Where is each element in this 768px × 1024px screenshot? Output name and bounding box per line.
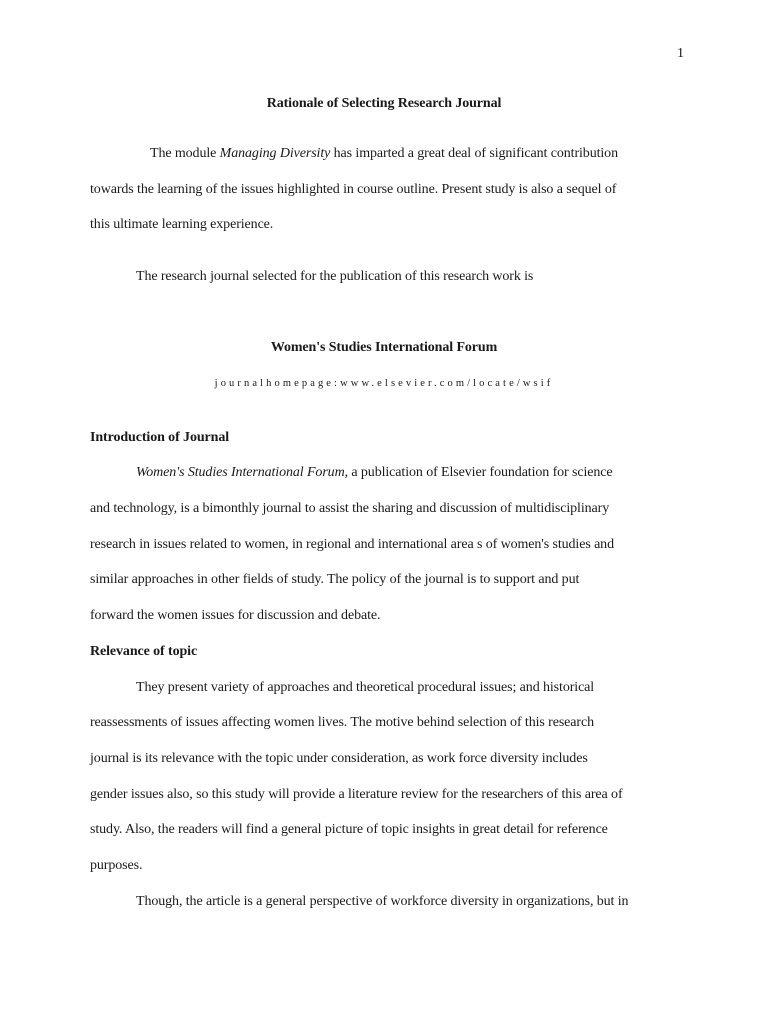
intro-line-2: towards the learning of the issues highlighted in course outline. Present study is also a sequel of <box>90 182 617 197</box>
introduction-line-3: research in issues related to women, in regional and international area s of women's studies and <box>90 537 614 552</box>
module-name-italic: Managing Diversity <box>219 146 331 161</box>
journal-name: Women's Studies International Forum <box>270 340 498 355</box>
introduction-line-5: forward the women issues for discussion and debate. <box>90 608 381 623</box>
selection-sentence: The research journal selected for the publication of this research work is <box>136 269 534 284</box>
intro-line-3: this ultimate learning experience. <box>90 217 274 232</box>
relevance-line-2: reassessments of issues affecting women lives. The motive behind selection of this research <box>90 715 594 730</box>
relevance-line-1: They present variety of approaches and theoretical procedural issues; and historical <box>136 680 595 695</box>
relevance-line-4: gender issues also, so this study will provide a literature review for the researchers of this area of <box>90 787 623 802</box>
intro-line-1-prefix: The module <box>150 146 220 161</box>
journal-homepage: journalhomepage:www.elsevier.com/locate/wsif <box>214 378 554 389</box>
relevance-line-5: study. Also, the readers will find a general picture of topic insights in great detail for reference <box>90 822 608 837</box>
relevance-line-3: journal is its relevance with the topic under consideration, as work force diversity includes <box>90 751 588 766</box>
introduction-heading: Introduction of Journal <box>90 430 230 445</box>
relevance-line-6: purposes. <box>90 858 143 873</box>
relevance-heading: Relevance of topic <box>90 644 198 659</box>
introduction-line-2: and technology, is a bimonthly journal to assist the sharing and discussion of multidisciplinary <box>90 501 610 516</box>
intro-line-1 <box>150 145 618 163</box>
introduction-line-1-suffix: , a publication of Elsevier foundation for science <box>344 465 613 480</box>
page-number: 1 <box>677 46 684 61</box>
introduction-line-4: similar approaches in other fields of study. The policy of the journal is to support and put <box>90 572 580 587</box>
journal-name-italic: Women's Studies International Forum <box>136 465 345 480</box>
closing-line: Though, the article is a general perspective of workforce diversity in organizations, but in <box>136 894 629 909</box>
intro-line-1-suffix: has imparted a great deal of significant contribution <box>330 146 618 161</box>
document-title: Rationale of Selecting Research Journal <box>266 96 502 111</box>
introduction-line-1 <box>136 464 613 482</box>
